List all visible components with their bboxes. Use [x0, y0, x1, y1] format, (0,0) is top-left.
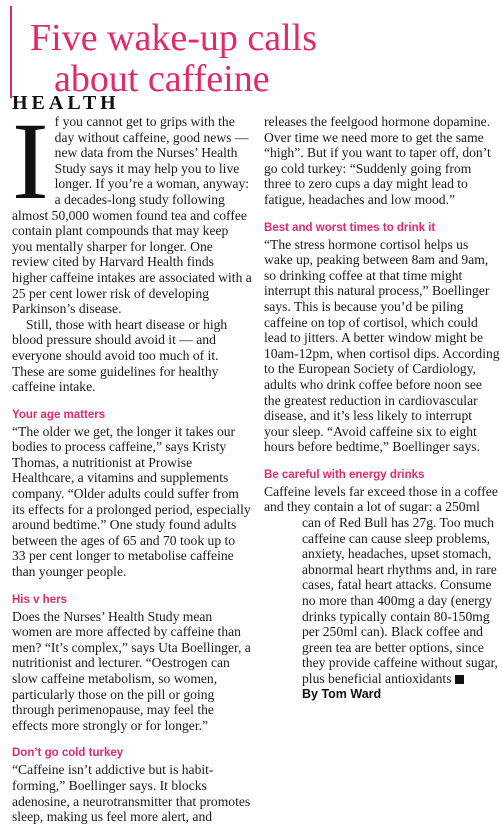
- paragraph-his-v-hers: Does the Nurses’ Health Study mean women are more affected by caffeine than men? “It’s complex,” says Uta Boellinger, a nutritionist and lecturer. “Oestrogen can slow caffeine metabolism, so women, particularly those on the pill or going through perimenopause, may feel the effects more strongly or for longer.”: [12, 608, 251, 733]
- drop-cap: I: [12, 100, 49, 222]
- section-label: HEALTH: [12, 92, 120, 114]
- paragraph-energy-drinks: [264, 515, 500, 687]
- accent-rule: [10, 6, 12, 98]
- energy-text: can of Red Bull has 27g. Too much caffeine can cause sleep problems, anxiety, headaches, upset stomach, abnormal heart rhythms and, in rare cases, fatal heart attacks. Consume no more than 400mg a day (energy drinks typically contain 80-150mg per 250ml can). Black coffee and green tea are better options, since they provide caffeine without sugar, plus beneficial antioxidants: [302, 515, 498, 686]
- article-title-line2: about caffeine: [54, 58, 270, 100]
- column-left: [12, 100, 252, 825]
- intro-paragraph-2: Still, those with heart disease or high blood pressure should avoid it — and everyone should avoid too much of it. These are some guidelines for healthy caffeine intake.: [12, 316, 228, 395]
- subheading-energy-drinks: Be careful with energy drinks: [264, 468, 425, 481]
- intro-paragraph: f you cannot get to grips with the day without caffeine, good news — new data from the Nurses’ Health Study says it may help you to live longer. If you’re a woman, anyway: a decades-long study following almost 50,000 women found tea and coffee contain plant compounds that may keep you mentally sharper for longer. One review cited by Harvard Health finds higher caffeine intakes are associated with a 25 per cent lower risk of developing Parkinson’s disease.: [12, 114, 252, 317]
- paragraph-continued: releases the feelgood hormone dopamine. Over time we need more to get the same “high”. But if you want to taper off, don’t go cold turkey: “Suddenly going from three to zero cups a day might lead to fatigue, headaches and low mood.”: [264, 114, 491, 207]
- byline: By Tom Ward: [302, 686, 382, 701]
- paragraph-age: “The older we get, the longer it takes our bodies to process caffeine,” says Kristy Thomas, a nutritionist at Prowise Healthcare, a vitamins and supplements company. “Older adults could suffer from its effects for a prolonged period, especially around bedtime.” One study found adults between the ages of 65 and 70 took up to 33 per cent longer to metabolise caffeine than younger people.: [12, 423, 251, 580]
- subheading-age: Your age matters: [12, 408, 106, 421]
- paragraph-energy-lead: Caffeine levels far exceed those in a coffee and they contain a lot of sugar: a 250ml: [264, 483, 498, 515]
- paragraph-best-times: “The stress hormone cortisol helps us wake up, peaking between 8am and 9am, so drinking coffee at that time might interrupt this natural process,” Boellinger says. This is because you’d be piling caffeine on top of cortisol, which could lead to jitters. A better window might be 10am-12pm, when cortisol dips. According to the European Society of Cardiology, adults who drink coffee before noon see the greatest reduction in cardiovascular disease, and it’s less likely to interrupt your sleep. “Avoid caffeine six to eight hours before bedtime,” Boellinger says.: [264, 236, 500, 455]
- subheading-best-times: Best and worst times to drink it: [264, 221, 436, 234]
- paragraph-cold-turkey: “Caffeine isn’t addictive but is habit-forming,” Boellinger says. It blocks adenosine, a neurotransmitter that promotes sleep, making us feel more alert, and: [12, 762, 251, 825]
- article-title-line1: Five wake-up calls: [30, 17, 318, 59]
- subheading-cold-turkey: Don’t go cold turkey: [12, 747, 124, 760]
- column-right: [264, 114, 500, 702]
- subheading-his-v-hers: His v hers: [12, 593, 67, 606]
- end-mark-icon: [455, 675, 464, 684]
